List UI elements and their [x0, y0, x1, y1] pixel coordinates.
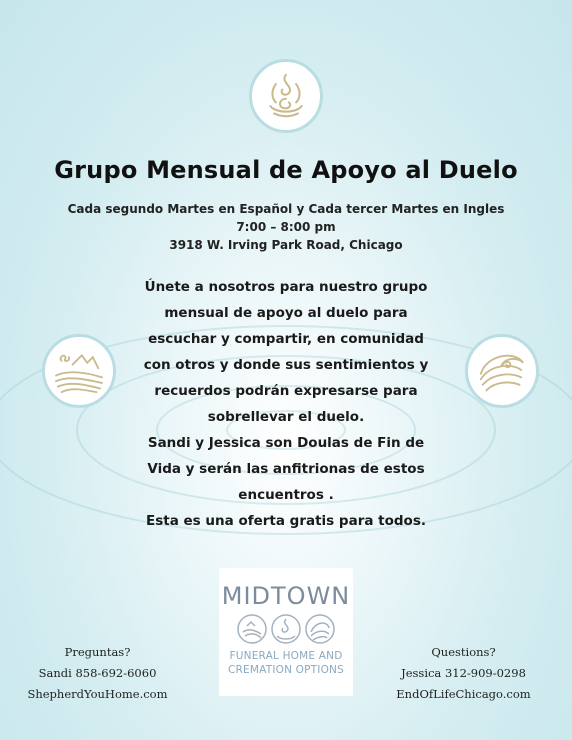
description-line: Vida y serán las anfitrionas de estos [147, 461, 425, 477]
schedule-time: 7:00 – 8:00 pm [236, 220, 336, 234]
description-line: Únete a nosotros para nuestro grupo [144, 279, 428, 295]
description-line: recuerdos podrán expresarse para [154, 383, 418, 399]
schedule-address: 3918 W. Irving Park Road, Chicago [169, 238, 403, 252]
description-line: sobrellevar el duelo. [207, 409, 365, 425]
page-title: Grupo Mensual de Apoyo al Duelo [54, 156, 518, 184]
description-line: mensual de apoyo al duelo para [164, 305, 408, 321]
logo-name: MIDTOWN [221, 582, 351, 610]
description [136, 274, 436, 534]
flame-icon [249, 59, 323, 133]
description-line: escuchar y compartir, en comunidad [148, 331, 424, 347]
description-line: encuentros . [238, 487, 334, 503]
landscape-icon [42, 334, 116, 408]
schedule-frequency: Cada segundo Martes en Español y Cada tercer Martes en Ingles [67, 202, 505, 216]
midtown-logo [219, 568, 353, 696]
contact-spanish [20, 642, 175, 705]
contact-phone: Jessica 312-909-0298 [401, 666, 526, 680]
logo-line2: CREMATION OPTIONS [228, 664, 344, 676]
description-line: Esta es una oferta gratis para todos. [146, 513, 426, 529]
logo-emblems-icon [235, 612, 337, 646]
description-line: con otros y donde sus sentimientos y [143, 357, 429, 373]
description-line: Sandi y Jessica son Doulas de Fin de [147, 435, 425, 451]
contact-website[interactable]: EndOfLifeChicago.com [396, 687, 531, 701]
contact-heading: Questions? [431, 645, 496, 659]
contact-website[interactable]: ShepherdYouHome.com [27, 687, 168, 701]
contact-phone: Sandi 858-692-6060 [38, 666, 157, 680]
logo-line1: FUNERAL HOME AND [229, 650, 343, 662]
contact-heading: Preguntas? [64, 645, 131, 659]
contact-english [386, 642, 541, 705]
wave-icon [465, 334, 539, 408]
